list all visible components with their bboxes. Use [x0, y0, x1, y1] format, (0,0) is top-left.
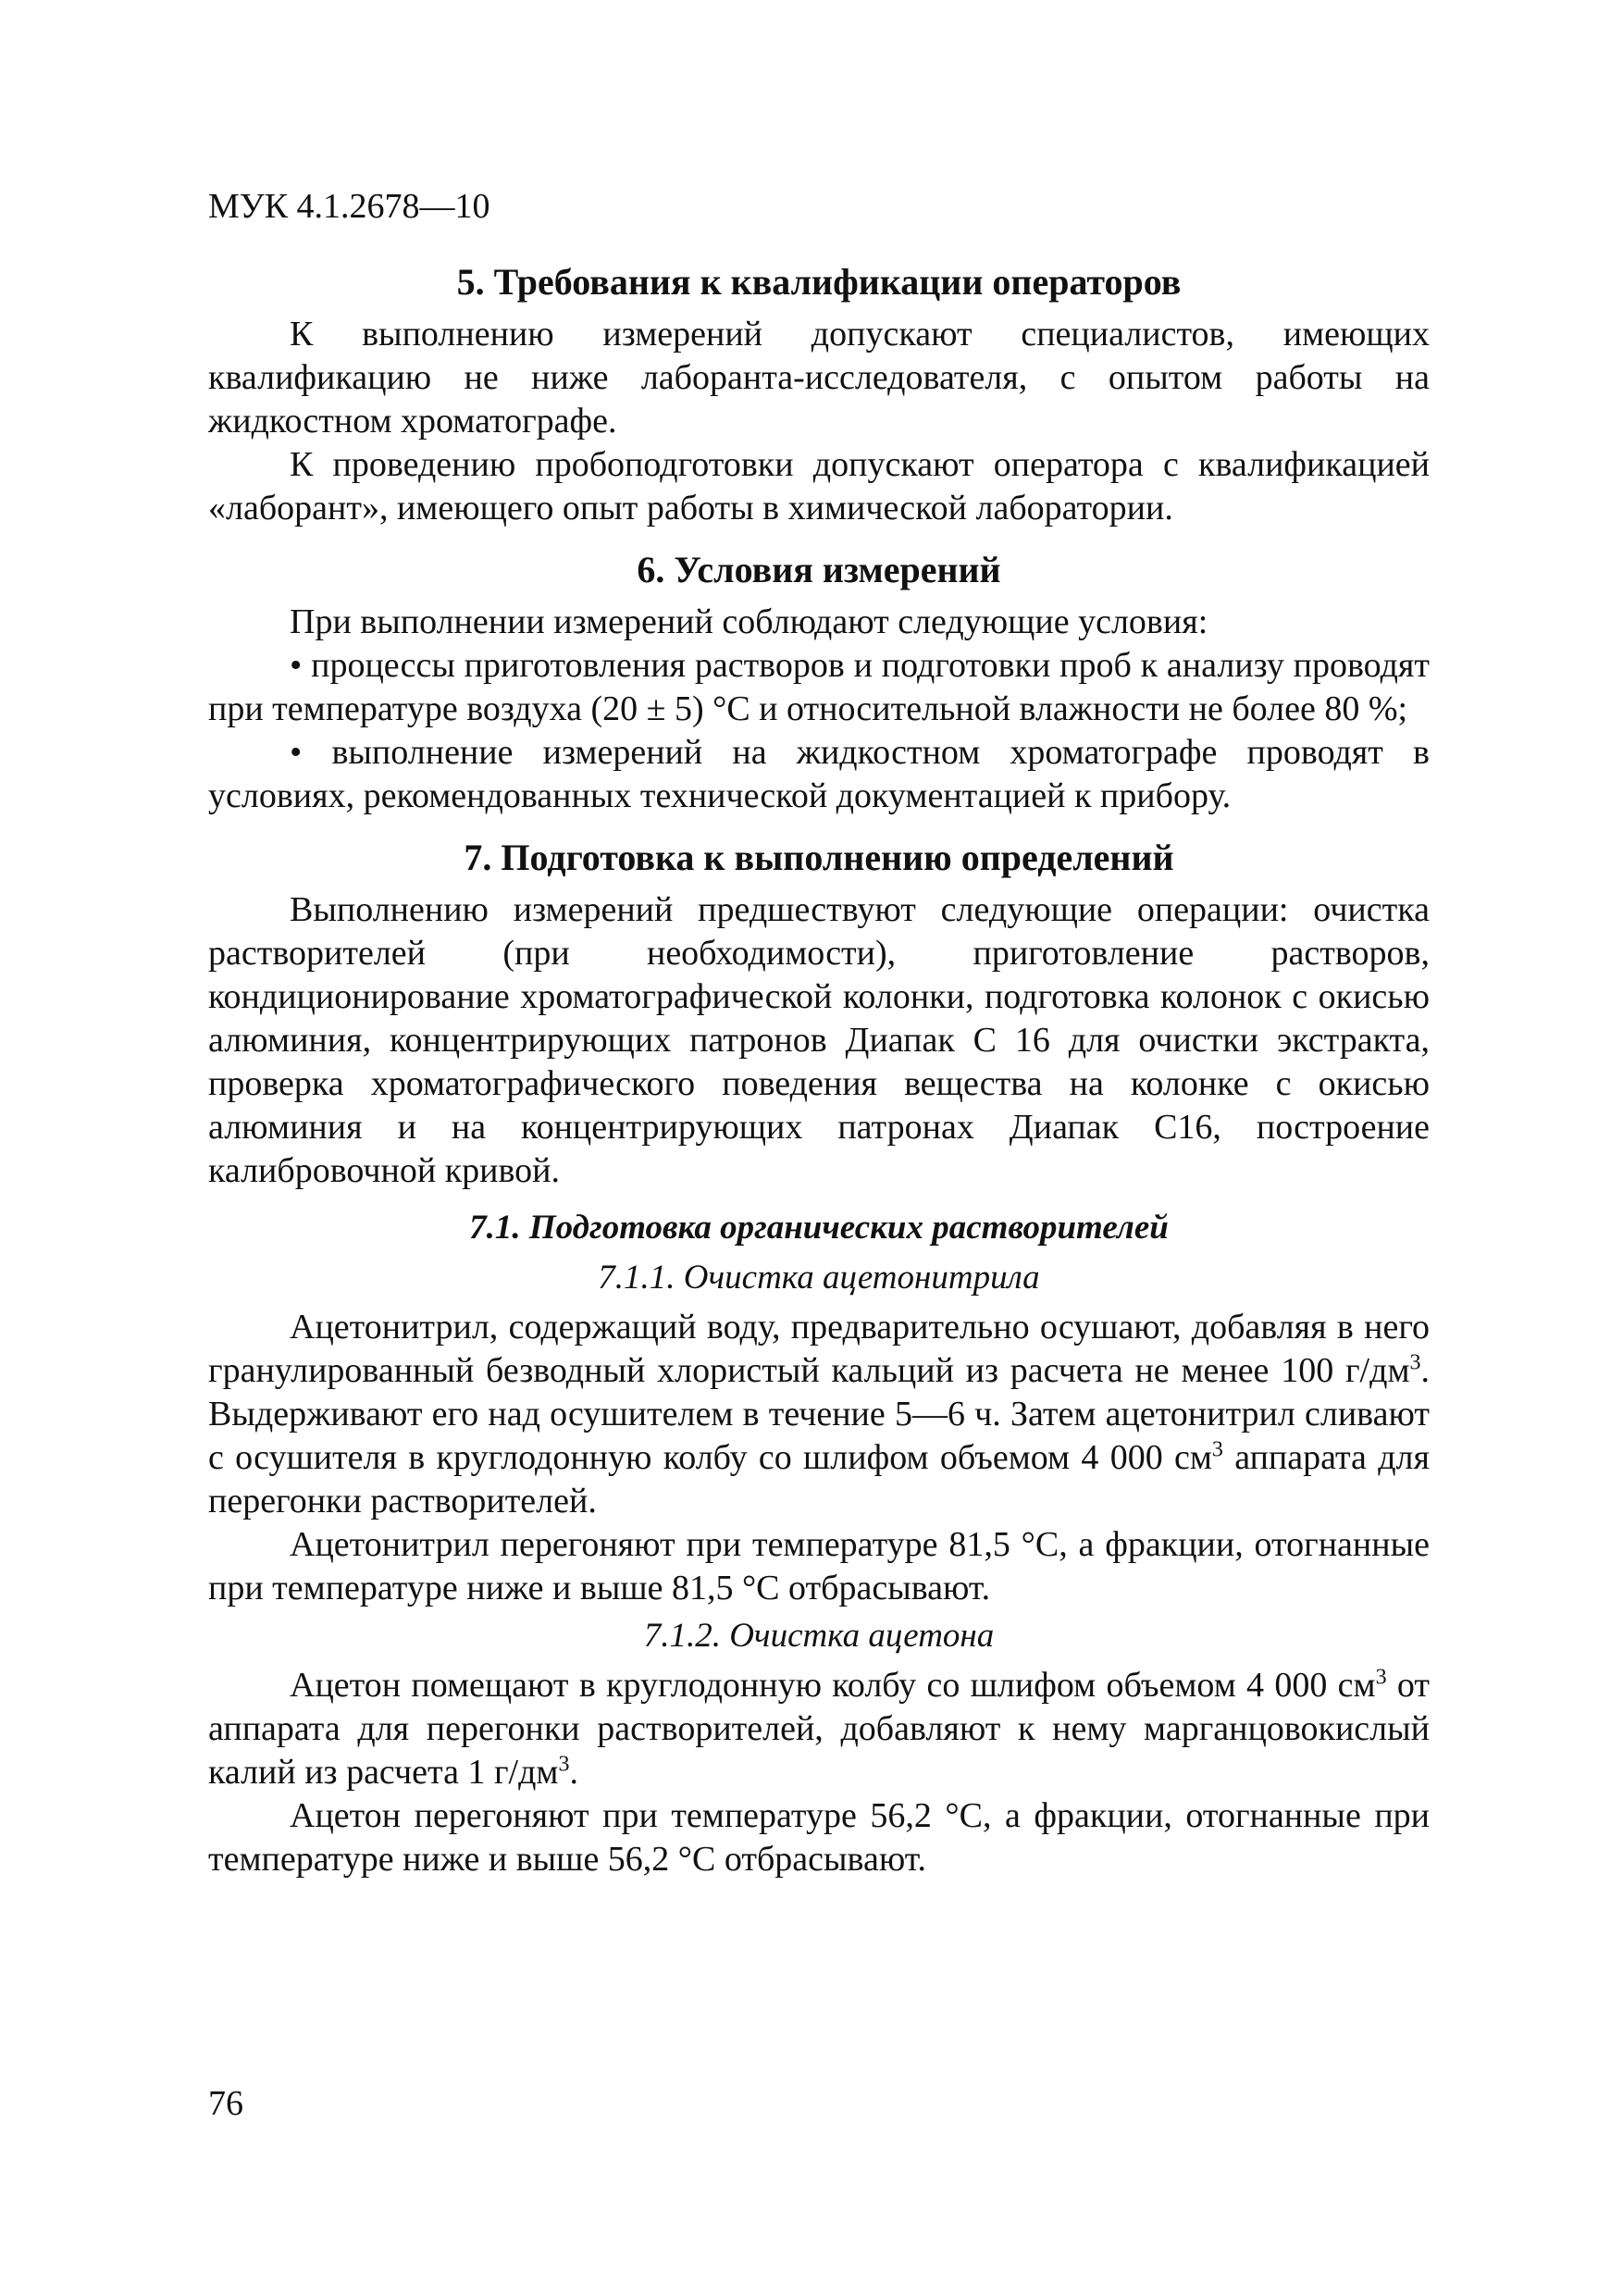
superscript: 3 [558, 1752, 570, 1777]
section-6-title: 6. Условия измерений [637, 549, 1001, 590]
section-5-title: 5. Требования к квалификации операторов [456, 261, 1182, 303]
superscript: 3 [1211, 1437, 1223, 1462]
section-7-paragraph-1: Выполнению измерений предшествуют следующие операции: очистка растворителей (при необходимости), приготовление растворов, кондиционирование хроматографической колонки, подготовка колонок с окисью алюминия, концентрирующих патронов Диапак С 16 для очистки экстракта, проверка хроматографического поведения вещества на колонке с окисью алюминия и на концентрирующих патронах Диапак С16, построение калибровочной кривой. [208, 890, 1430, 1190]
section-7-title: 7. Подготовка к выполнению определений [464, 837, 1174, 878]
text-run: Ацетон помещают в круглодонную колбу со шлифом объемом 4 000 см [290, 1666, 1376, 1705]
text-run: Ацетонитрил, содержащий воду, предварительно осушают, добавляя в него гранулированный безводный хлористый кальций из расчета не менее 100 г/дм [208, 1308, 1430, 1390]
text-run: от аппарата для перегонки растворителей, добавляют к нему марганцовокислый калий из расчета 1 г/дм [208, 1666, 1430, 1792]
section-7-1-title: 7.1. Подготовка органических растворителей [469, 1209, 1169, 1247]
section-6-paragraph-1: При выполнении измерений соблюдают следующие условия: [290, 602, 1208, 641]
section-6-bullet-1: • процессы приготовления растворов и подготовки проб к анализу проводят при температуре воздуха (20 ± 5) °С и относительной влажности не более 80 %; [208, 646, 1430, 728]
section-7-1-1-title: 7.1.1. Очистка ацетонитрила [598, 1259, 1040, 1297]
page-body [208, 185, 1430, 1881]
superscript: 3 [1375, 1665, 1387, 1690]
section-5-paragraph-1: К выполнению измерений допускают специалистов, имеющих квалификацию не ниже лаборанта-исследователя, с опытом работы на жидкостном хроматографе. [208, 315, 1430, 441]
section-7-1-2-paragraph-2: Ацетон перегоняют при температуре 56,2 °С, а фракции, отогнанные при температуре ниже и выше 56,2 °С отбрасывают. [208, 1796, 1430, 1879]
section-6-bullet-2: • выполнение измерений на жидкостном хроматографе проводят в условиях, рекомендованных технической документацией к прибору. [208, 733, 1430, 815]
superscript: 3 [1409, 1350, 1421, 1375]
section-7-1-1-paragraph-2: Ацетонитрил перегоняют при температуре 81,5 °С, а фракции, отогнанные при температуре ниже и выше 81,5 °С отбрасывают. [208, 1525, 1430, 1607]
text-run: . [569, 1753, 578, 1792]
section-7-1-2-paragraph-1 [208, 1664, 1430, 1794]
text-run: аппарата для перегонки растворителей. [208, 1438, 1430, 1520]
section-5-paragraph-2: К проведению пробоподготовки допускают оператора с квалификацией «лаборант», имеющего опыт работы в химической лаборатории. [208, 445, 1430, 527]
page-number: 76 [208, 2084, 243, 2123]
text-run: . Выдерживают его над осушителем в течение 5—6 ч. Затем ацетонитрил сливают с осушителя в круглодонную колбу со шлифом объемом 4 000 см [208, 1351, 1430, 1477]
section-7-1-2-title: 7.1.2. Очистка ацетона [643, 1617, 995, 1655]
running-head: МУК 4.1.2678—10 [208, 187, 490, 226]
section-7-1-1-paragraph-1 [208, 1306, 1430, 1523]
